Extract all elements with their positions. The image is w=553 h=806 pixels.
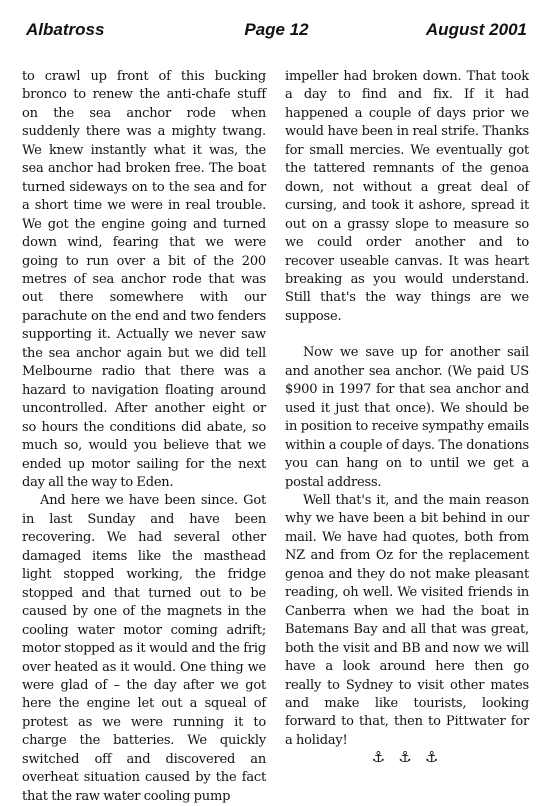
paragraph: to crawl up front of this bucking bronco to renew the anti-chafe stuff on the sea anchor rode when suddenly there was a mighty twang. We knew instantly what it was, the sea anchor had broken free. The boat turned sideways on to the sea and for a short time we were in real trouble. We got the engine going and turned down wind, fearing that we were going to run over a bit of the 200 metres of sea anchor rode that was out there somewhere with our parachute on the end and two fenders supporting it. Actually we never saw the sea anchor again but we did tell Melbourne radio that there was a hazard to navigation floating around uncontrolled. After another eight or so hours the conditions did abate, so much so, would you believe that we ended up motor sailing for the next day all the way to Eden. — [22, 69, 266, 490]
page-header — [26, 20, 527, 46]
paragraph: Well that's it, and the main reason why we have been a bit behind in our mail. We have had quotes, both from NZ and from Oz for the replacement genoa and they do not make pleasant reading, oh well. We visited friends in Canberra when we had the boat in Batemans Bay and all that was great, both the visit and BB and now we will have a look around here then go really to Sydney to visit other mates and make like tourists, looking forward to that, then to Pittwater for a holiday! — [285, 492, 529, 748]
left-column — [22, 68, 266, 806]
paragraph: And here we have been since. Got in last Sunday and have been recovering. We had several other damaged items like the masthead light stopped working, the fridge stopped and that turned out to be caused by one of the magnets in the cooling water motor coming adrift; motor stopped as it would and the frig over heated as it would. One thing we were glad of – the day after we got here the engine let out a squeal of protest as we were running it to charge the batteries. We quickly switched off and discovered an overheat situation caused by the fact that the raw water cooling pump — [22, 493, 266, 804]
anchor-ornament-icon: ⚓ ⚓ ⚓ — [371, 748, 443, 766]
page-number: Page 12 — [244, 20, 309, 39]
paragraph: impeller had broken down. That took a day to find and fix. If it had happened a couple of days prior we would have been in real strife. Thanks for small mercies. We eventually got the tattered remnants of the genoa down, not without a great deal of cursing, and took it ashore, spread it out on a grassy slope to measure so we could order another and to recover useable canvas. It was heart breaking as you would understand. Still that's the way things are we suppose. — [285, 69, 529, 324]
publication-title: Albatross — [26, 20, 105, 39]
right-column — [285, 68, 529, 750]
paragraph: Now we save up for another sail and another sea anchor. (We paid US $900 in 1997 for that sea anchor and used it just that once). We should be in position to receive sympathy emails within a couple of days. The donations you can hang on to until we get a postal address. — [285, 345, 529, 490]
issue-date: August 2001 — [425, 20, 527, 39]
